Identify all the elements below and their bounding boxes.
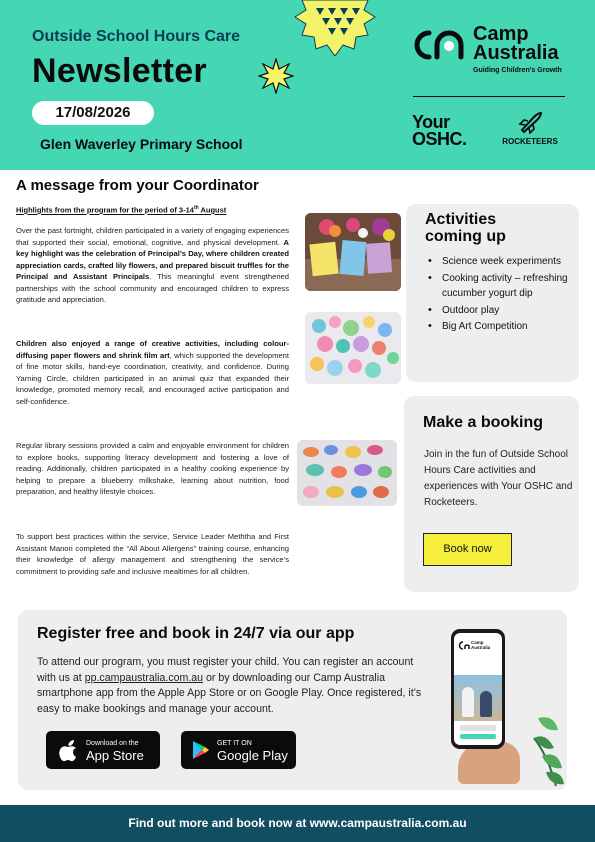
rocketeers-logo: ROCKETEERS [494,112,566,148]
plant-leaves-icon [526,686,564,786]
phone-photo [454,675,502,721]
footer-banner: Find out more and book now at www.campaustralia.com.au [0,805,595,842]
newsletter-title: Newsletter [32,52,207,90]
phone-brand-text: Camp Australia [471,640,491,650]
coordinator-paragraph-1: Over the past fortnight, children participated in a variety of engaging experiences that supported their social, emotional, cognitive, and physical development. A key highlight was the celebration of Principal’s Day, where children created appreciation cards, crafted lily flowers, and prepared biscuit truffles for the Principal and Assistant Principals. This meaningful event strengthened partnerships with the school community and encouraged children to express gratitude and appreciation. [16,226,289,304]
app-text: To attend our program, you must register your child. You can register an account with us at pp.campaustralia.com.au or by downloading our Camp Australia smartphone app from the Apple App Store or on Google Play. Once registered, it’s easy to make bookings and manage your account. [37,656,422,715]
register-link[interactable]: pp.campaustralia.com.au [84,671,204,684]
app-heading: Register free and book in 24/7 via our app [37,625,355,642]
apple-icon [58,739,78,762]
phone-screen [454,633,502,745]
book-now-button[interactable]: Book now [423,533,512,566]
activities-list [428,254,578,336]
newsletter-subtitle: Outside School Hours Care [32,28,241,45]
coordinator-paragraph-3: Regular library sessions provided a calm and enjoyable environment for children to explore books, supporting literacy development and fostering a love of reading. Additionally, children participated in a healthy cooking experience by helping to prepare a blueberry milkshake, learning about nutrition, food preparation, and healthy lifestyle choices. [16,441,289,496]
phone-frame [451,629,505,749]
activities-card [406,204,579,382]
newsletter-date: 17/08/2026 [32,101,154,125]
phone-logo-icon [458,641,470,650]
coordinator-heading: A message from your Coordinator [16,177,259,194]
activities-heading: Activities coming up [425,211,506,245]
camp-australia-logo [410,24,575,80]
booking-text: Join in the fun of Outside School Hours Care activities and experiences with Your OSHC and Rocketeers. [424,449,573,508]
header-banner [0,0,595,170]
list-item: • Outdoor play [428,303,578,319]
list-item: • Big Art Competition [428,319,578,335]
phone-button [460,725,496,731]
header-divider [413,96,565,97]
list-item: • Science week experiments [428,254,578,270]
highlights-heading: Highlights from the program for the period of 3-14th August [16,205,227,215]
brand-tagline: Guiding Children's Growth [473,67,562,74]
camp-australia-wordmark: Camp Australia [473,23,559,64]
coordinator-paragraph-4: To support best practices within the service, Service Leader Meththa and First Assistant Manori completed the “All About Allergens” training course, enhancing their knowledge of allergy management and strengthening the service’s commitment to providing safe and inclusive mealtimes for all children. [16,532,289,576]
booking-card [404,396,579,592]
starburst-decoration-icon [280,0,390,56]
app-promo-box [18,610,567,790]
list-item: • Cooking activity – refreshing cucumber yogurt dip [428,271,578,302]
school-name: Glen Waverley Primary School [40,136,243,152]
booking-heading: Make a booking [423,414,544,431]
photo-paper-flowers [305,312,401,384]
rocket-icon [518,112,542,134]
google-play-button[interactable]: GET IT ON Google Play [181,731,296,769]
your-oshc-logo: Your OSHC. [412,112,467,149]
app-store-button[interactable]: Download on the App Store [46,731,160,769]
small-star-icon [258,58,294,94]
coordinator-paragraph-2: Children also enjoyed a range of creative activities, including colour-diffusing paper flowers and shrink film art, which supported the development of fine motor skills, hand-eye coordination, creativity, and confidence. During Yarning Circle, children participated in an animal quiz that expanded their knowledge, promoted memory recall, and encouraged active participation and self-confidence. [16,339,289,406]
phone-illustration [444,624,564,784]
photo-shrink-film-art [297,440,397,506]
camp-australia-mark-icon [410,28,468,62]
google-play-icon [192,740,210,760]
photo-principals-day-cards [305,213,401,291]
